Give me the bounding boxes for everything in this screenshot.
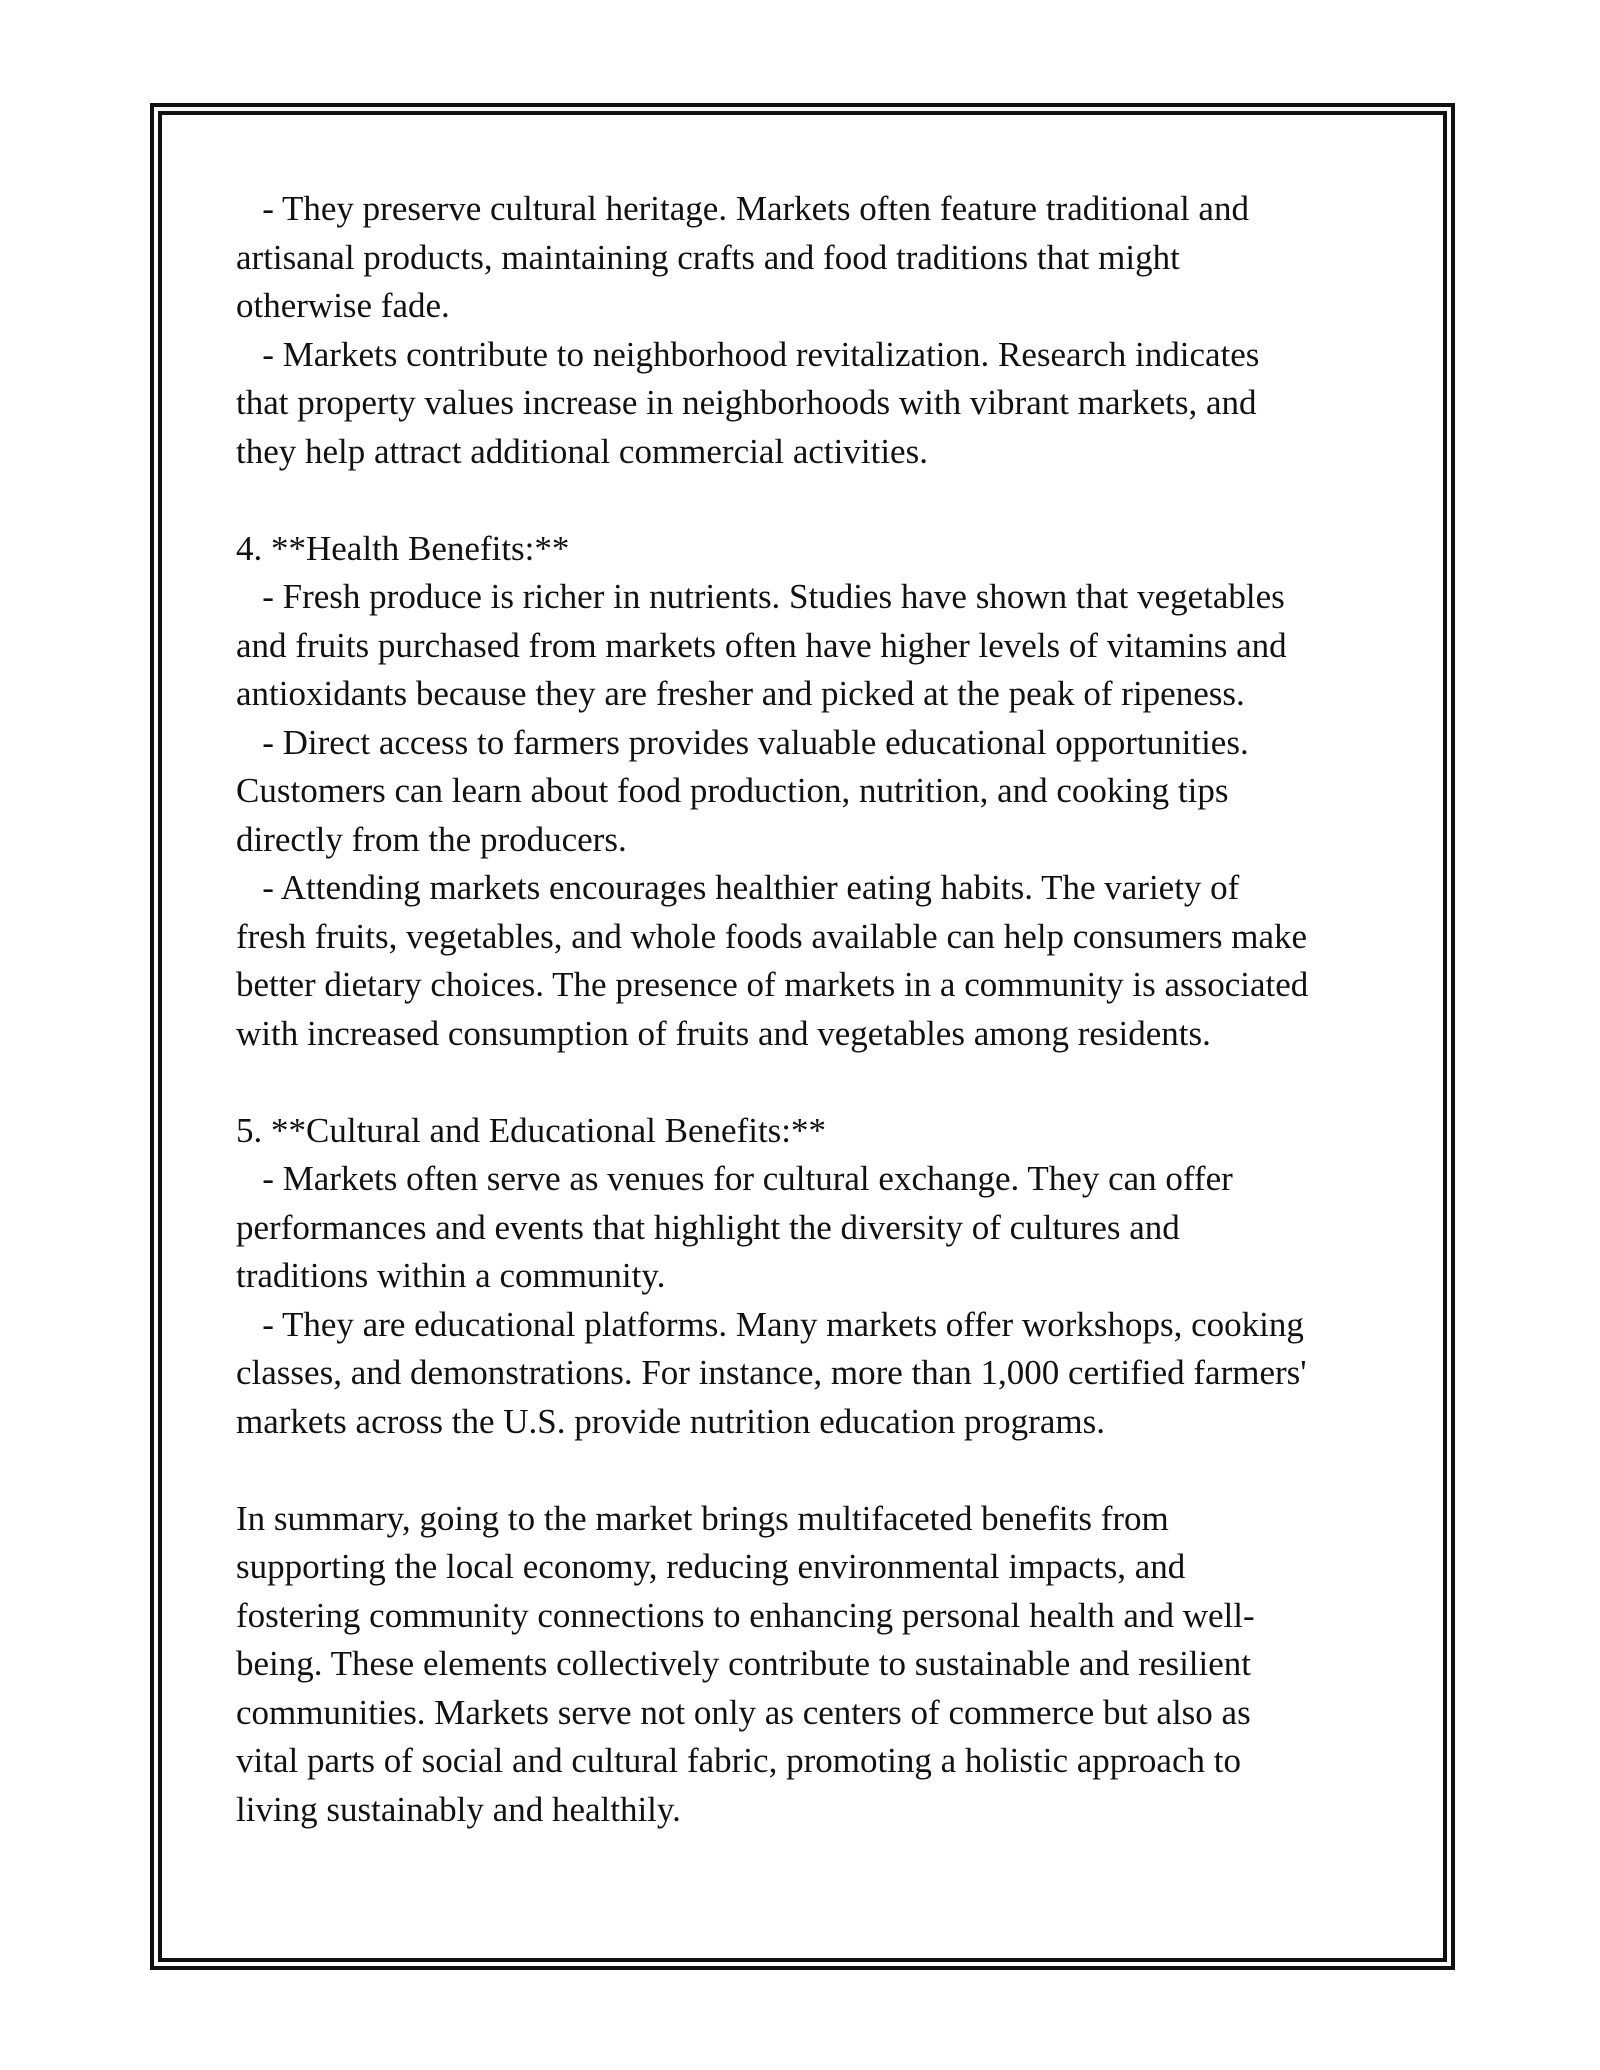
text-line: better dietary choices. The presence of markets in a community is associated (236, 965, 1309, 1004)
text-line: fostering community connections to enhancing personal health and well- (236, 1595, 1255, 1635)
text-line: antioxidants because they are fresher and picked at the peak of ripeness. (236, 674, 1245, 713)
paragraph-summary (236, 1495, 1386, 1835)
text-line: they help attract additional commercial activities. (236, 431, 928, 471)
text-line: In summary, going to the market brings multifaceted benefits from (236, 1498, 1169, 1538)
text-line: communities. Markets serve not only as centers of commerce but also as (236, 1692, 1251, 1732)
text-line: performances and events that highlight the diversity of cultures and (236, 1207, 1180, 1247)
text-line: Customers can learn about food production, nutrition, and cooking tips (236, 771, 1229, 810)
text-line: - They are educational platforms. Many markets offer workshops, cooking (236, 1304, 1304, 1344)
text-line: traditions within a community. (236, 1256, 666, 1295)
text-line: with increased consumption of fruits and vegetables among residents. (236, 1013, 1211, 1053)
section-heading: 4. **Health Benefits:** (236, 528, 570, 568)
text-line: being. These elements collectively contribute to sustainable and resilient (236, 1644, 1252, 1683)
paragraph-spacer (236, 1058, 1386, 1107)
text-line: directly from the producers. (236, 819, 627, 859)
text-line: classes, and demonstrations. For instance, more than 1,000 certified farmers' (236, 1353, 1307, 1392)
text-line: living sustainably and healthily. (236, 1789, 681, 1829)
text-line: - Direct access to farmers provides valuable educational opportunities. (236, 722, 1249, 762)
text-line: supporting the local economy, reducing environmental impacts, and (236, 1547, 1186, 1586)
text-line: - They preserve cultural heritage. Markets often feature traditional and (236, 189, 1249, 228)
paragraph-spacer (236, 1446, 1386, 1495)
paragraph-cultural-heritage (236, 185, 1386, 476)
paragraph-cultural-educational-benefits (236, 1107, 1386, 1447)
text-line: that property values increase in neighborhoods with vibrant markets, and (236, 383, 1257, 422)
text-line: otherwise fade. (236, 286, 450, 325)
text-line: and fruits purchased from markets often have higher levels of vitamins and (236, 625, 1287, 665)
text-line: markets across the U.S. provide nutrition education programs. (236, 1401, 1105, 1441)
section-heading: 5. **Cultural and Educational Benefits:** (236, 1110, 827, 1150)
text-line: - Fresh produce is richer in nutrients. Studies have shown that vegetables (236, 577, 1285, 616)
text-line: - Markets often serve as venues for cultural exchange. They can offer (236, 1159, 1233, 1198)
paragraph-spacer (236, 476, 1386, 525)
document-body (236, 185, 1386, 1834)
text-line: vital parts of social and cultural fabric, promoting a holistic approach to (236, 1741, 1241, 1780)
text-line: - Attending markets encourages healthier eating habits. The variety of (236, 868, 1240, 907)
text-line: artisanal products, maintaining crafts and food traditions that might (236, 237, 1180, 277)
text-line: - Markets contribute to neighborhood revitalization. Research indicates (236, 334, 1260, 374)
text-line: fresh fruits, vegetables, and whole foods available can help consumers make (236, 916, 1308, 956)
paragraph-health-benefits (236, 525, 1386, 1059)
